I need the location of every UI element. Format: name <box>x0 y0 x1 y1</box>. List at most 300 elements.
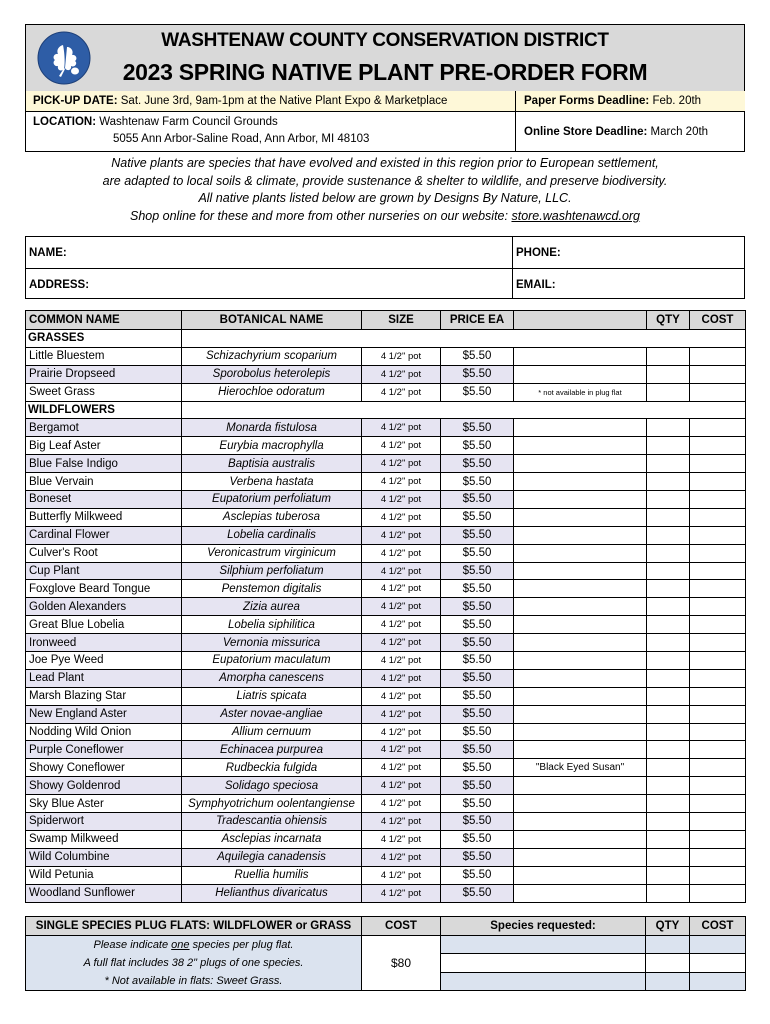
common-name: Big Leaf Aster <box>26 437 182 455</box>
plant-row <box>26 795 746 813</box>
plant-row <box>26 830 746 848</box>
online-deadline-value: March 20th <box>650 126 709 138</box>
plant-row <box>26 652 746 670</box>
botanical-name: Amorpha canescens <box>182 669 362 687</box>
plant-note <box>514 544 647 562</box>
price-each: $5.50 <box>441 562 514 580</box>
qty-input[interactable] <box>647 508 690 526</box>
botanical-name: Ruellia humilis <box>182 866 362 884</box>
flats-desc-post: species per plug flat. <box>192 939 294 951</box>
qty-input[interactable] <box>647 866 690 884</box>
cost-input[interactable] <box>690 491 746 509</box>
price-each: $5.50 <box>441 741 514 759</box>
pot-size: 4 1/2" pot <box>362 419 441 437</box>
qty-input[interactable] <box>647 365 690 383</box>
botanical-name: Lobelia cardinalis <box>182 526 362 544</box>
intro-line-4 <box>25 208 745 226</box>
plant-note <box>514 652 647 670</box>
contact-row-2 <box>26 268 744 299</box>
price-each: $5.50 <box>441 687 514 705</box>
plant-order-table <box>25 310 746 903</box>
species-requested-header: Species requested: <box>441 917 646 936</box>
common-name: Blue False Indigo <box>26 455 182 473</box>
plant-note <box>514 795 647 813</box>
price-each: $5.50 <box>441 580 514 598</box>
botanical-name: Aquilegia canadensis <box>182 848 362 866</box>
plant-note <box>514 687 647 705</box>
common-name: Bergamot <box>26 419 182 437</box>
price-each: $5.50 <box>441 723 514 741</box>
plant-row <box>26 562 746 580</box>
pot-size: 4 1/2" pot <box>362 830 441 848</box>
botanical-name: Verbena hastata <box>182 473 362 491</box>
grasses-category-row <box>26 330 746 348</box>
common-name: Cardinal Flower <box>26 526 182 544</box>
plant-row <box>26 741 746 759</box>
botanical-name: Aster novae-angliae <box>182 705 362 723</box>
cost-input[interactable] <box>690 777 746 795</box>
botanical-name: Eupatorium maculatum <box>182 652 362 670</box>
flat-price: $80 <box>362 936 441 991</box>
qty-input[interactable] <box>647 383 690 401</box>
qty-input[interactable] <box>647 813 690 831</box>
plant-note <box>514 455 647 473</box>
qty-input[interactable] <box>647 759 690 777</box>
cost-input[interactable] <box>690 866 746 884</box>
cost-input[interactable] <box>690 723 746 741</box>
category-spacer <box>182 401 746 419</box>
flat-qty-input-1[interactable] <box>646 936 690 954</box>
flats-cost-header: COST <box>362 917 441 936</box>
pot-size: 4 1/2" pot <box>362 705 441 723</box>
qty-input[interactable] <box>647 830 690 848</box>
plant-row <box>26 365 746 383</box>
botanical-name: Rudbeckia fulgida <box>182 759 362 777</box>
intro-line-4-text: Shop online for these and more from other nurseries on our website: <box>129 208 508 223</box>
plant-note: "Black Eyed Susan" <box>514 759 647 777</box>
botanical-name: Eupatorium perfoliatum <box>182 491 362 509</box>
cost-input[interactable] <box>690 669 746 687</box>
common-name: Sweet Grass <box>26 383 182 401</box>
qty-input[interactable] <box>647 473 690 491</box>
cost-input[interactable] <box>690 455 746 473</box>
pot-size: 4 1/2" pot <box>362 741 441 759</box>
plant-note <box>514 741 647 759</box>
botanical-name: Asclepias incarnata <box>182 830 362 848</box>
qty-input[interactable] <box>647 795 690 813</box>
plant-row <box>26 634 746 652</box>
qty-input[interactable] <box>647 598 690 616</box>
pot-size: 4 1/2" pot <box>362 866 441 884</box>
pot-size: 4 1/2" pot <box>362 473 441 491</box>
common-name: Showy Goldenrod <box>26 777 182 795</box>
plant-note <box>514 526 647 544</box>
qty-input[interactable] <box>647 634 690 652</box>
plant-note <box>514 669 647 687</box>
form-header <box>25 24 745 92</box>
plant-row <box>26 383 746 401</box>
location-line1: Washtenaw Farm Council Grounds <box>99 116 278 128</box>
plant-row <box>26 455 746 473</box>
qty-input[interactable] <box>647 491 690 509</box>
botanical-name: Schizachyrium scoparium <box>182 347 362 365</box>
qty-input[interactable] <box>647 884 690 902</box>
common-name: Prairie Dropseed <box>26 365 182 383</box>
plant-row <box>26 437 746 455</box>
plant-note <box>514 777 647 795</box>
common-name: Spiderwort <box>26 813 182 831</box>
pot-size: 4 1/2" pot <box>362 777 441 795</box>
botanical-name: Echinacea purpurea <box>182 741 362 759</box>
qty-input[interactable] <box>647 616 690 634</box>
cost-input[interactable] <box>690 634 746 652</box>
paper-deadline-value: Feb. 20th <box>652 95 702 107</box>
category-label: GRASSES <box>26 330 182 348</box>
botanical-name: Asclepias tuberosa <box>182 508 362 526</box>
price-each: $5.50 <box>441 347 514 365</box>
qty-input[interactable] <box>647 705 690 723</box>
plant-row <box>26 544 746 562</box>
species-input-2[interactable] <box>441 954 646 972</box>
price-each: $5.50 <box>441 777 514 795</box>
botanical-name: Solidago speciosa <box>182 777 362 795</box>
pot-size: 4 1/2" pot <box>362 437 441 455</box>
pot-size: 4 1/2" pot <box>362 562 441 580</box>
qty-input[interactable] <box>647 669 690 687</box>
qty-input[interactable] <box>647 741 690 759</box>
price-each: $5.50 <box>441 383 514 401</box>
common-name: Foxglove Beard Tongue <box>26 580 182 598</box>
plant-note <box>514 508 647 526</box>
plant-row <box>26 705 746 723</box>
qty-input[interactable] <box>647 526 690 544</box>
plant-row <box>26 866 746 884</box>
plant-note <box>514 437 647 455</box>
plant-row <box>26 616 746 634</box>
plant-note: * not available in plug flat <box>514 383 647 401</box>
pot-size: 4 1/2" pot <box>362 723 441 741</box>
pot-size: 4 1/2" pot <box>362 598 441 616</box>
cost-input[interactable] <box>690 508 746 526</box>
common-name: Joe Pye Weed <box>26 652 182 670</box>
plug-flats-table <box>25 916 746 991</box>
paper-deadline-label: Paper Forms Deadline: <box>524 95 650 107</box>
price-each: $5.50 <box>441 848 514 866</box>
flat-qty-input-3[interactable] <box>646 972 690 990</box>
common-name: Purple Coneflower <box>26 741 182 759</box>
botanical-name-header: BOTANICAL NAME <box>182 311 362 330</box>
botanical-name: Monarda fistulosa <box>182 419 362 437</box>
common-name: Cup Plant <box>26 562 182 580</box>
plant-row <box>26 687 746 705</box>
botanical-name: Vernonia missurica <box>182 634 362 652</box>
intro-text <box>25 155 745 225</box>
form-title: 2023 SPRING NATIVE PLANT PRE-ORDER FORM <box>122 59 648 85</box>
price-each: $5.50 <box>441 830 514 848</box>
cost-input[interactable] <box>690 580 746 598</box>
cost-input[interactable] <box>690 795 746 813</box>
pot-size: 4 1/2" pot <box>362 687 441 705</box>
flats-header-row <box>26 917 746 936</box>
pot-size: 4 1/2" pot <box>362 383 441 401</box>
intro-line-1: Native plants are species that have evolved and existed in this region prior to European settlement, <box>111 156 659 170</box>
botanical-name: Veronicastrum virginicum <box>182 544 362 562</box>
pot-size: 4 1/2" pot <box>362 347 441 365</box>
botanical-name: Lobelia siphilitica <box>182 616 362 634</box>
name-label: NAME: <box>29 247 67 259</box>
common-name: Nodding Wild Onion <box>26 723 182 741</box>
plant-note <box>514 705 647 723</box>
pot-size: 4 1/2" pot <box>362 544 441 562</box>
plant-row <box>26 526 746 544</box>
cost-input[interactable] <box>690 598 746 616</box>
common-name: Lead Plant <box>26 669 182 687</box>
botanical-name: Liatris spicata <box>182 687 362 705</box>
phone-label: PHONE: <box>516 247 561 259</box>
cost-input[interactable] <box>690 741 746 759</box>
common-name: Golden Alexanders <box>26 598 182 616</box>
qty-input[interactable] <box>647 723 690 741</box>
cost-input[interactable] <box>690 652 746 670</box>
common-name-header: COMMON NAME <box>26 311 182 330</box>
location-line2: 5055 Ann Arbor-Saline Road, Ann Arbor, MI 48103 <box>113 133 370 145</box>
common-name: Great Blue Lobelia <box>26 616 182 634</box>
botanical-name: Sporobolus heterolepis <box>182 365 362 383</box>
plant-row <box>26 777 746 795</box>
price-header: PRICE EA <box>441 311 514 330</box>
common-name: Woodland Sunflower <box>26 884 182 902</box>
qty-input[interactable] <box>647 848 690 866</box>
price-each: $5.50 <box>441 652 514 670</box>
event-info <box>25 91 745 152</box>
size-header: SIZE <box>362 311 441 330</box>
common-name: Marsh Blazing Star <box>26 687 182 705</box>
plant-note <box>514 848 647 866</box>
price-each: $5.50 <box>441 419 514 437</box>
cost-input[interactable] <box>690 383 746 401</box>
price-each: $5.50 <box>441 508 514 526</box>
price-each: $5.50 <box>441 813 514 831</box>
contact-row-1 <box>26 237 744 268</box>
plant-row <box>26 508 746 526</box>
pickup-label: PICK-UP DATE: <box>33 95 118 107</box>
qty-input[interactable] <box>647 580 690 598</box>
price-each: $5.50 <box>441 884 514 902</box>
category-label: WILDFLOWERS <box>26 401 182 419</box>
flats-desc-pre: Please indicate <box>93 939 169 951</box>
plant-note <box>514 723 647 741</box>
flat-qty-input-2[interactable] <box>646 954 690 972</box>
common-name: Blue Vervain <box>26 473 182 491</box>
common-name: Butterfly Milkweed <box>26 508 182 526</box>
plant-note <box>514 473 647 491</box>
cost-input[interactable] <box>690 347 746 365</box>
location <box>26 112 516 151</box>
price-each: $5.50 <box>441 759 514 777</box>
price-each: $5.50 <box>441 866 514 884</box>
pot-size: 4 1/2" pot <box>362 508 441 526</box>
common-name: Little Bluestem <box>26 347 182 365</box>
pot-size: 4 1/2" pot <box>362 634 441 652</box>
qty-input[interactable] <box>647 562 690 580</box>
botanical-name: Zizia aurea <box>182 598 362 616</box>
common-name: Boneset <box>26 491 182 509</box>
pot-size: 4 1/2" pot <box>362 884 441 902</box>
cost-input[interactable] <box>690 884 746 902</box>
cost-input[interactable] <box>690 473 746 491</box>
cost-input[interactable] <box>690 687 746 705</box>
price-each: $5.50 <box>441 365 514 383</box>
common-name: Showy Coneflower <box>26 759 182 777</box>
plant-row <box>26 598 746 616</box>
plant-row <box>26 813 746 831</box>
flats-desc-line2: A full flat includes 38 2" plugs of one species. <box>83 957 304 969</box>
qty-input[interactable] <box>647 652 690 670</box>
flats-title-header: SINGLE SPECIES PLUG FLATS: WILDFLOWER or GRASS <box>26 917 362 936</box>
price-each: $5.50 <box>441 669 514 687</box>
pot-size: 4 1/2" pot <box>362 669 441 687</box>
common-name: Wild Columbine <box>26 848 182 866</box>
pot-size: 4 1/2" pot <box>362 491 441 509</box>
cost-input[interactable] <box>690 759 746 777</box>
plant-note <box>514 598 647 616</box>
common-name: Sky Blue Aster <box>26 795 182 813</box>
cost-input[interactable] <box>690 705 746 723</box>
plant-row <box>26 884 746 902</box>
qty-input[interactable] <box>647 544 690 562</box>
cost-input[interactable] <box>690 813 746 831</box>
location-label: LOCATION: <box>33 116 97 128</box>
qty-input[interactable] <box>647 419 690 437</box>
address-label: ADDRESS: <box>29 279 90 291</box>
cost-input[interactable] <box>690 544 746 562</box>
website-link[interactable]: store.washtenawcd.org <box>511 208 641 223</box>
cost-input[interactable] <box>690 437 746 455</box>
pot-size: 4 1/2" pot <box>362 455 441 473</box>
botanical-name: Allium cernuum <box>182 723 362 741</box>
plant-row <box>26 419 746 437</box>
online-deadline <box>516 112 745 151</box>
plant-note <box>514 634 647 652</box>
cost-input[interactable] <box>690 848 746 866</box>
cost-header: COST <box>690 311 746 330</box>
flats-row-1 <box>26 936 746 954</box>
common-name: New England Aster <box>26 705 182 723</box>
cost-input[interactable] <box>690 365 746 383</box>
botanical-name: Symphyotrichum oolentangiense <box>182 795 362 813</box>
plant-row <box>26 491 746 509</box>
pot-size: 4 1/2" pot <box>362 795 441 813</box>
pot-size: 4 1/2" pot <box>362 759 441 777</box>
contact-box <box>25 236 745 299</box>
plant-note <box>514 884 647 902</box>
cost-input[interactable] <box>690 419 746 437</box>
plant-row <box>26 759 746 777</box>
pot-size: 4 1/2" pot <box>362 580 441 598</box>
pot-size: 4 1/2" pot <box>362 616 441 634</box>
cost-input[interactable] <box>690 830 746 848</box>
pot-size: 4 1/2" pot <box>362 365 441 383</box>
price-each: $5.50 <box>441 526 514 544</box>
qty-input[interactable] <box>647 455 690 473</box>
common-name: Ironweed <box>26 634 182 652</box>
plant-note <box>514 365 647 383</box>
wildflowers-category-row <box>26 401 746 419</box>
plant-row <box>26 473 746 491</box>
price-each: $5.50 <box>441 616 514 634</box>
flat-cost-input-1[interactable] <box>690 936 746 954</box>
cost-input[interactable] <box>690 526 746 544</box>
price-each: $5.50 <box>441 634 514 652</box>
price-each: $5.50 <box>441 473 514 491</box>
pot-size: 4 1/2" pot <box>362 813 441 831</box>
flats-cost2-header: COST <box>690 917 746 936</box>
pot-size: 4 1/2" pot <box>362 526 441 544</box>
plant-note <box>514 616 647 634</box>
category-spacer <box>182 330 746 348</box>
plant-note <box>514 347 647 365</box>
plant-row <box>26 580 746 598</box>
plant-row <box>26 848 746 866</box>
cost-input[interactable] <box>690 562 746 580</box>
cost-input[interactable] <box>690 616 746 634</box>
botanical-name: Eurybia macrophylla <box>182 437 362 455</box>
species-input-1[interactable] <box>441 936 646 954</box>
qty-input[interactable] <box>647 437 690 455</box>
email-label: EMAIL: <box>516 279 556 291</box>
botanical-name: Penstemon digitalis <box>182 580 362 598</box>
price-each: $5.50 <box>441 455 514 473</box>
common-name: Culver's Root <box>26 544 182 562</box>
price-each: $5.50 <box>441 544 514 562</box>
qty-input[interactable] <box>647 687 690 705</box>
flats-description <box>26 936 362 991</box>
plant-note <box>514 580 647 598</box>
plant-note <box>514 491 647 509</box>
plant-row <box>26 347 746 365</box>
plant-note <box>514 562 647 580</box>
pickup-date <box>26 91 516 112</box>
intro-line-3: All native plants listed below are grown by Designs By Nature, LLC. <box>198 191 572 205</box>
qty-input[interactable] <box>647 347 690 365</box>
botanical-name: Hierochloe odoratum <box>182 383 362 401</box>
plant-note <box>514 419 647 437</box>
plant-note <box>514 830 647 848</box>
paper-deadline <box>516 91 745 112</box>
pot-size: 4 1/2" pot <box>362 848 441 866</box>
qty-input[interactable] <box>647 777 690 795</box>
flat-cost-input-3[interactable] <box>690 972 746 990</box>
qty-header: QTY <box>647 311 690 330</box>
flat-cost-input-2[interactable] <box>690 954 746 972</box>
flats-desc-line3: * Not available in flats: Sweet Grass. <box>104 975 283 987</box>
species-input-3[interactable] <box>441 972 646 990</box>
online-deadline-label: Online Store Deadline: <box>524 126 648 138</box>
flats-qty-header: QTY <box>646 917 690 936</box>
botanical-name: Baptisia australis <box>182 455 362 473</box>
price-each: $5.50 <box>441 491 514 509</box>
note-header <box>514 311 647 330</box>
common-name: Swamp Milkweed <box>26 830 182 848</box>
plant-note <box>514 866 647 884</box>
price-each: $5.50 <box>441 705 514 723</box>
price-each: $5.50 <box>441 598 514 616</box>
intro-line-2: are adapted to local soils & climate, provide sustenance & shelter to wildlife, and preserve biodiversity. <box>102 173 668 188</box>
org-name: WASHTENAW COUNTY CONSERVATION DISTRICT <box>161 30 609 51</box>
botanical-name: Tradescantia ohiensis <box>182 813 362 831</box>
price-each: $5.50 <box>441 437 514 455</box>
pickup-value: Sat. June 3rd, 9am-1pm at the Native Plant Expo & Marketplace <box>120 95 448 107</box>
